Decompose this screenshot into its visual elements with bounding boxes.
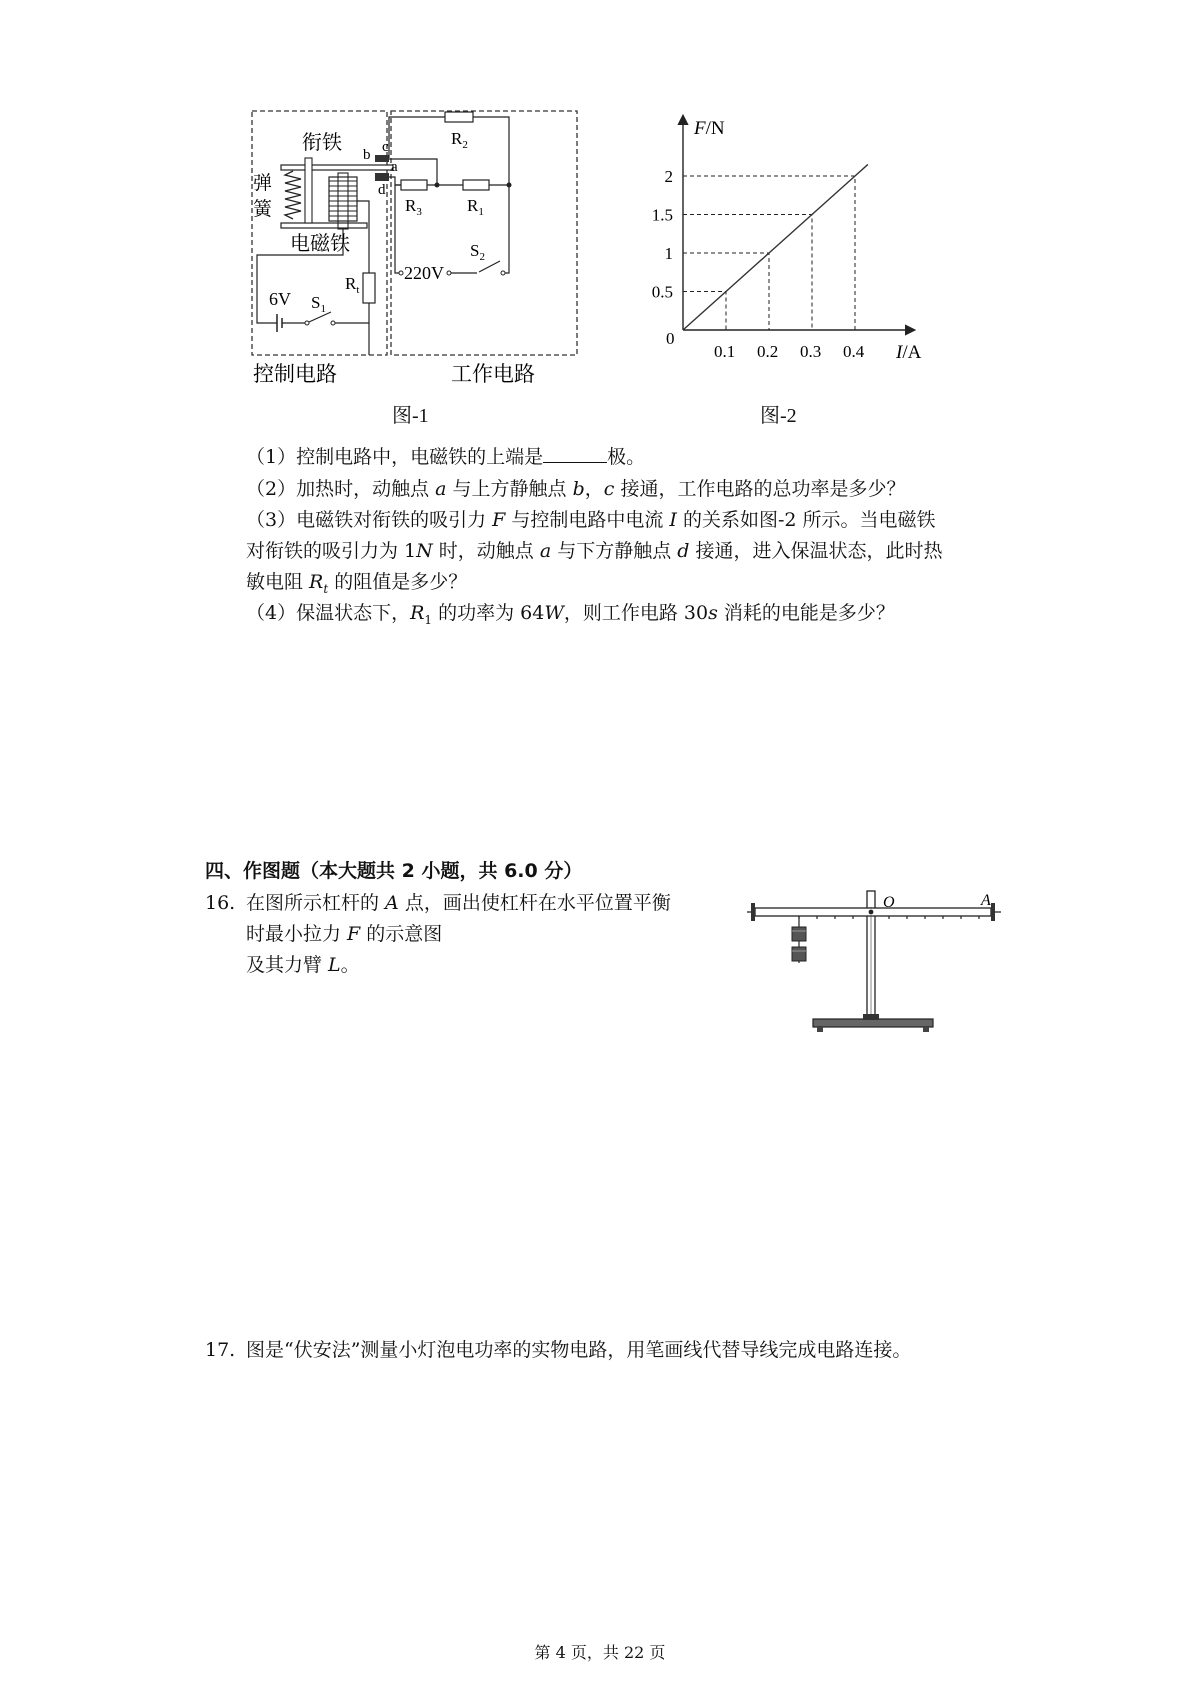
lever-figure — [745, 885, 1010, 1040]
q15-part3-line1: （3）电磁铁对衔铁的吸引力 F 与控制电路中电流 I 的关系如图-2 所示。当电磁铁 — [246, 509, 936, 531]
y-tick-label-1: 0.5 — [651, 282, 673, 302]
figure-2-title: 图-2 — [760, 405, 797, 427]
q17-text: 图是“伏安法”测量小灯泡电功率的实物电路，用笔画线代替导线完成电路连接。 — [246, 1339, 912, 1361]
q15-part1: （1）控制电路中，电磁铁的上端是 极。 — [246, 446, 646, 468]
label-electromagnet: 电磁铁 — [290, 231, 350, 255]
x-tick-label-3: 0.3 — [800, 342, 822, 361]
resistor-r2 — [445, 112, 473, 122]
answer-blank[interactable] — [543, 444, 607, 463]
magnet-base — [281, 223, 367, 228]
figure-1-circuit — [245, 105, 590, 395]
section-4-heading: 四、作图题（本大题共 2 小题，共 6.0 分） — [205, 860, 583, 882]
y-tick-label-3: 1.5 — [651, 205, 673, 225]
q15-part3-line3: 敏电阻 $R_t$ 的阻值是多少？ — [246, 571, 468, 596]
figure-1-title: 图-1 — [392, 405, 429, 427]
weight-1 — [792, 927, 806, 941]
q16-number: 16. — [205, 892, 236, 914]
label-spring-2: 簧 — [253, 198, 273, 220]
armature — [281, 165, 393, 170]
q15-part4: （4）保温状态下，$R_1$ 的功率为 64W，则工作电路 30s 消耗的电能是多少？ — [246, 602, 895, 627]
q16-line1: 在图所示杠杆的 A 点，画出使杠杆在水平位置平衡 — [246, 892, 671, 914]
label-r1: $R_1$ — [467, 196, 484, 218]
label-spring-1: 弹 — [253, 172, 273, 194]
lever-label-a: A — [981, 892, 991, 909]
origin-label: 0 — [666, 329, 675, 348]
caption-work-circuit: 工作电路 — [451, 362, 535, 386]
q15-part3-line2: 对衔铁的吸引力为 1N 时，动触点 a 与下方静触点 d 接通，进入保温状态，此时热 — [246, 540, 943, 562]
contact-d: d — [378, 182, 386, 198]
x-tick-label-1: 0.1 — [714, 342, 736, 361]
label-r2: $R_2$ — [451, 129, 468, 151]
series-line-1 — [683, 164, 868, 330]
contact-b: b — [363, 147, 371, 163]
label-rt: $R_t$ — [345, 274, 360, 296]
figure-2-chart — [640, 112, 930, 372]
thermistor-rt — [363, 273, 375, 303]
lever-base — [813, 1019, 933, 1027]
x-tick-label-4: 0.4 — [843, 342, 865, 361]
q17-number: 17. — [205, 1339, 236, 1361]
label-s1: $S_1$ — [311, 293, 326, 315]
spring-icon — [285, 171, 301, 219]
resistor-r3 — [401, 180, 427, 190]
caption-control-circuit: 控制电路 — [253, 362, 337, 386]
label-s2: $S_2$ — [470, 241, 485, 263]
label-r3: $R_3$ — [405, 196, 422, 218]
battery-icon — [277, 314, 282, 332]
q15-part2: （2）加热时，动触点 a 与上方静触点 b，c 接通，工作电路的总功率是多少？ — [246, 478, 906, 500]
weight-2 — [792, 947, 806, 961]
q16-line3: 及其力臂 L。 — [246, 954, 360, 976]
x-axis-label: I/A — [896, 342, 922, 363]
resistor-r1 — [463, 180, 489, 190]
page-footer: 第 4 页，共 22 页 — [534, 1643, 666, 1662]
contact-a: a — [391, 159, 398, 175]
x-tick-label-2: 0.2 — [757, 342, 779, 361]
y-tick-label-2: 1 — [664, 244, 673, 263]
lever-label-o: O — [883, 894, 895, 911]
contact-c: c — [382, 139, 389, 155]
work-circuit-box — [391, 111, 577, 355]
label-220v: 220V — [404, 263, 444, 283]
label-armature: 衔铁 — [302, 130, 342, 154]
q16-line2: 时最小拉力 F 的示意图 — [246, 923, 443, 945]
label-6v: 6V — [269, 289, 291, 309]
electromagnet-coil — [329, 173, 357, 229]
y-axis-label: F/N — [694, 118, 725, 139]
y-tick-label-4: 2 — [664, 167, 673, 186]
